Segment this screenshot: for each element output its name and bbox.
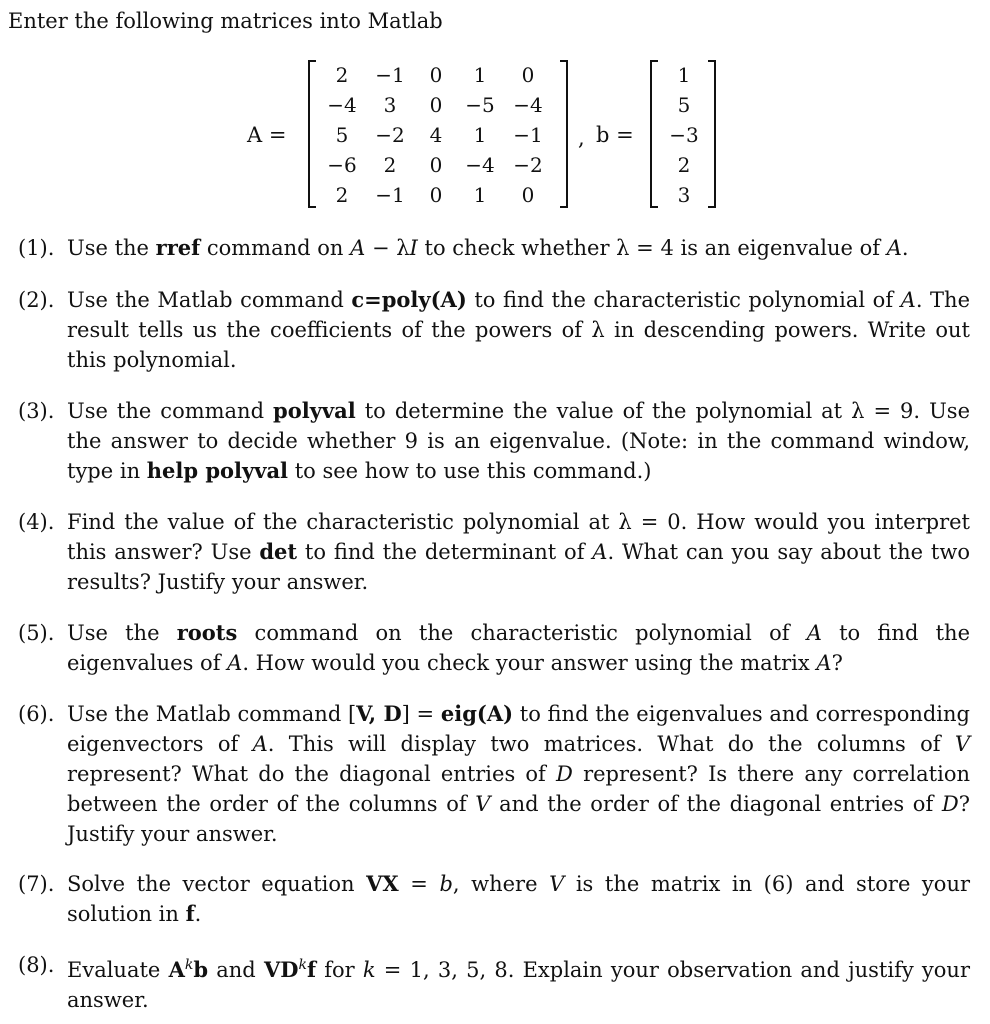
math-symbol: V xyxy=(475,792,491,816)
question-text xyxy=(67,618,970,678)
text-fragment: ? xyxy=(831,651,843,675)
command-keyword: VX xyxy=(366,871,399,896)
text-fragment: Use the Matlab command [ xyxy=(67,702,357,726)
text-fragment: − λ xyxy=(365,236,410,260)
question-number: (5). xyxy=(18,621,55,645)
matrix-a-cell: −2 xyxy=(375,123,405,147)
text-fragment: ? Justify your answer. xyxy=(67,792,970,846)
question-number: (7). xyxy=(18,872,55,896)
matrix-a-cell: 0 xyxy=(429,183,443,207)
command-keyword: eig(A) xyxy=(440,701,514,726)
matrix-a-cell: 5 xyxy=(335,123,349,147)
math-symbol: A xyxy=(592,540,608,564)
text-fragment: to check whether λ = 4 is an eigenvalue of xyxy=(417,236,887,260)
matrix-a-cell: 0 xyxy=(521,183,535,207)
matrix-a-left-bracket xyxy=(308,60,316,208)
math-symbol: V xyxy=(954,732,970,756)
matrix-a-cell: 2 xyxy=(335,183,349,207)
text-fragment: to determine the value of the polynomial at λ = 9. Use the answer to decide whether 9 is an eigenvalue. (Note: in the command window, type in xyxy=(67,399,970,483)
text-fragment: is the matrix in (6) and store your solution in xyxy=(67,872,971,926)
matrix-a-cell: 3 xyxy=(383,93,397,117)
command-keyword: rref xyxy=(155,235,201,260)
math-symbol: A xyxy=(227,651,243,675)
text-fragment: to find the characteristic polynomial of xyxy=(466,288,901,312)
text-fragment: to find the eigenvalues and corresponding eigenvectors of xyxy=(67,702,970,756)
math-symbol: A xyxy=(886,236,902,260)
command-keyword: V, D xyxy=(356,701,402,726)
text-fragment: to find the eigenvalues of xyxy=(67,621,970,675)
vector-b-cell: 2 xyxy=(677,153,691,177)
question-number: (3). xyxy=(18,399,55,423)
text-fragment: for xyxy=(315,958,363,982)
text-fragment: represent? Is there any correlation between the order of the columns of xyxy=(67,762,970,816)
question-text xyxy=(67,285,970,375)
text-fragment: Use the xyxy=(67,236,156,260)
vector-b-cell: 3 xyxy=(677,183,691,207)
question-text xyxy=(67,396,970,486)
matrix-a-cell: 0 xyxy=(429,63,443,87)
question-number: (2). xyxy=(18,288,55,312)
matrix-a-right-bracket xyxy=(560,60,568,208)
question-number: (4). xyxy=(18,510,55,534)
matrix-a-cell: 0 xyxy=(521,63,535,87)
text-fragment: ] = xyxy=(401,702,441,726)
text-fragment: . xyxy=(901,236,909,260)
matrix-a-cell: 1 xyxy=(473,123,487,147)
matrix-a-cell: −1 xyxy=(375,183,405,207)
command-keyword: det xyxy=(259,539,298,564)
text-fragment: Use the Matlab command xyxy=(67,288,352,312)
matrix-a-cell: −4 xyxy=(513,93,543,117)
text-fragment: . What can you say about the two results? Justify your answer. xyxy=(67,540,970,594)
text-fragment: . The result tells us the coefficients of the powers of λ in descending powers. Write out this polynomial. xyxy=(67,288,970,372)
text-fragment: . This will display two matrices. What do the columns of xyxy=(267,732,955,756)
math-symbol: A xyxy=(816,651,832,675)
math-symbol: V xyxy=(549,872,565,896)
matrix-definitions xyxy=(0,54,990,214)
text-fragment: Use the command xyxy=(67,399,274,423)
text-fragment: Evaluate xyxy=(67,958,169,982)
command-keyword: f xyxy=(185,901,195,926)
matrix-a-label: A = xyxy=(247,123,287,147)
math-symbol: A xyxy=(252,732,268,756)
matrix-a-cell: 4 xyxy=(429,123,443,147)
command-keyword: c=poly(A) xyxy=(351,287,467,312)
command-keyword: help polyval xyxy=(146,458,289,483)
question-text xyxy=(67,507,970,597)
vector-b-cell: 1 xyxy=(677,63,691,87)
text-fragment: and the order of the diagonal entries of xyxy=(490,792,942,816)
intro-text: Enter the following matrices into Matlab xyxy=(8,9,443,33)
text-fragment: Use the xyxy=(67,621,177,645)
math-symbol: A xyxy=(350,236,366,260)
question-number: (1). xyxy=(18,236,55,260)
text-fragment: to find the determinant of xyxy=(297,540,593,564)
text-fragment: command on xyxy=(200,236,351,260)
vector-b-label: b = xyxy=(596,123,634,147)
matrix-a-cell: 0 xyxy=(429,153,443,177)
matrix-a-cell: −6 xyxy=(327,153,357,177)
question-text xyxy=(67,950,970,1015)
math-symbol: b xyxy=(439,872,453,896)
text-fragment: . How would you check your answer using the matrix xyxy=(242,651,817,675)
text-fragment: Solve the vector equation xyxy=(67,872,367,896)
command-keyword: roots xyxy=(176,620,238,645)
vector-b-cell: 5 xyxy=(677,93,691,117)
math-symbol: k xyxy=(362,958,376,982)
matrix-a-cell: −5 xyxy=(465,93,495,117)
question-text xyxy=(67,699,970,849)
matrix-a-cell: −1 xyxy=(375,63,405,87)
question-number: (6). xyxy=(18,702,55,726)
math-symbol: D xyxy=(941,792,959,816)
vector-b-left-bracket xyxy=(650,60,658,208)
exponent: k xyxy=(184,957,194,973)
math-symbol: I xyxy=(409,236,418,260)
matrix-a-cell: −2 xyxy=(513,153,543,177)
matrix-a-cell: 0 xyxy=(429,93,443,117)
text-fragment: and xyxy=(208,958,264,982)
question-number: (8). xyxy=(18,953,55,977)
command-keyword: b xyxy=(193,957,209,982)
text-fragment: . xyxy=(194,902,202,926)
math-symbol: A xyxy=(806,621,822,645)
math-symbol: A xyxy=(900,288,916,312)
question-text xyxy=(67,869,970,929)
matrix-separator: , xyxy=(578,126,585,150)
text-fragment: = xyxy=(398,872,440,896)
text-fragment: to see how to use this command.) xyxy=(288,459,652,483)
text-fragment: , where xyxy=(452,872,550,896)
vector-b-cell: −3 xyxy=(669,123,699,147)
matrix-a-cell: 1 xyxy=(473,63,487,87)
text-fragment: = 1, 3, 5, 8. Explain your observation and justify your answer. xyxy=(67,958,970,1012)
text-fragment: command on the characteristic polynomial of xyxy=(237,621,807,645)
matrix-a-cell: 2 xyxy=(335,63,349,87)
math-symbol: D xyxy=(556,762,573,786)
command-keyword: f xyxy=(306,957,316,982)
matrix-a-cell: −4 xyxy=(327,93,357,117)
matrix-a-cell: 1 xyxy=(473,183,487,207)
text-fragment: Find the value of the characteristic polynomial at λ = 0. How would you interpret this answer? Use xyxy=(67,510,970,564)
command-keyword: VD xyxy=(263,957,299,982)
exponent: k xyxy=(298,957,307,973)
matrix-a-cell: 2 xyxy=(383,153,397,177)
text-fragment: represent? What do the diagonal entries of xyxy=(67,762,557,786)
matrix-a-cell: −1 xyxy=(513,123,543,147)
vector-b-right-bracket xyxy=(708,60,716,208)
question-text xyxy=(67,233,970,263)
matrix-a-cell: −4 xyxy=(465,153,495,177)
command-keyword: polyval xyxy=(273,398,356,423)
command-keyword: A xyxy=(168,957,185,982)
